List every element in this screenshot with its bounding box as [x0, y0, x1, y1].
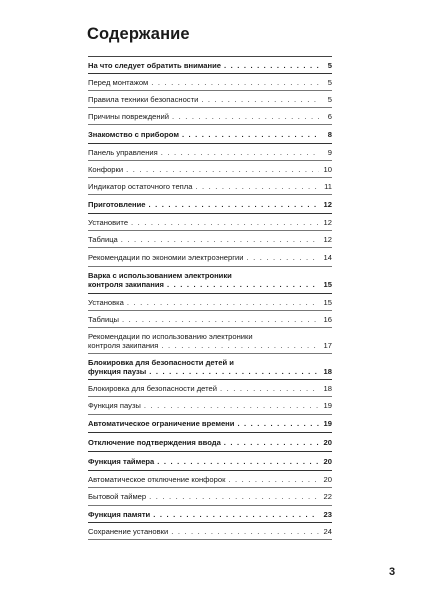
toc-entry-title: Функция памяти: [88, 509, 151, 519]
toc-entry-page: 18: [323, 383, 332, 393]
toc-entry-page: 20: [323, 474, 332, 484]
toc-entry: [88, 354, 332, 380]
dot-leader: [122, 315, 319, 324]
dot-leader: [151, 78, 319, 87]
toc-entry-title: Причины повреждений: [88, 111, 170, 121]
toc-entry: [88, 311, 332, 328]
toc-entry-page: 23: [323, 509, 332, 519]
toc-entry-page: 18: [323, 366, 332, 376]
toc-entry-page: 12: [323, 234, 332, 244]
dot-leader: [153, 510, 319, 519]
toc-entry: [88, 91, 332, 108]
toc-entry-title: Сохранение установки: [88, 526, 169, 536]
toc-entry: [88, 161, 332, 178]
dot-leader: [246, 253, 319, 262]
toc-entry-page: 11: [324, 181, 332, 191]
toc-entry-title: Таблицы: [88, 314, 120, 324]
dot-leader: [195, 182, 319, 191]
toc-entry-page: 5: [327, 94, 332, 104]
toc-entry-title: Автоматическое ограничение времени: [88, 419, 235, 428]
toc-entry: [88, 506, 332, 523]
toc-entry-title: Автоматическое отключение конфорок: [88, 474, 226, 484]
toc-entry-title: Правила техники безопасности: [88, 94, 199, 104]
toc-entry-title: Конфорки: [88, 164, 124, 174]
table-of-contents: [88, 56, 332, 540]
toc-entry: [88, 267, 332, 294]
toc-entry: [88, 415, 332, 433]
toc-entry: [88, 397, 332, 415]
dot-leader: [224, 61, 319, 70]
toc-entry-title: Установка: [88, 297, 124, 307]
toc-entry-title: Таблица: [88, 234, 118, 244]
toc-entry-page: 5: [327, 60, 332, 70]
toc-entry-title: контроля закипания: [88, 280, 164, 289]
dot-leader: [182, 130, 319, 139]
toc-entry: [88, 523, 332, 540]
toc-entry-title: Функция таймера: [88, 456, 155, 466]
toc-entry-page: 8: [327, 129, 332, 139]
dot-leader: [167, 280, 319, 289]
dot-leader: [127, 298, 319, 307]
toc-entry-page: 10: [323, 164, 332, 174]
toc-entry-page: 16: [323, 314, 332, 324]
toc-entry-page: 19: [323, 419, 332, 428]
toc-entry: [88, 248, 332, 267]
toc-entry: [88, 433, 332, 452]
dot-leader: [161, 341, 319, 350]
toc-entry: [88, 452, 332, 471]
toc-entry-page: 22: [323, 492, 332, 501]
toc-entry-title: Рекомендации по экономии электроэнергии: [88, 252, 244, 262]
toc-entry-title: Бытовой таймер: [88, 492, 147, 501]
toc-entry-title: Индикатор остаточного тепла: [88, 181, 193, 191]
dot-leader: [220, 384, 319, 393]
toc-entry-page: 24: [323, 526, 332, 536]
toc-entry-title-line: Блокировка для безопасности детей и: [88, 357, 234, 367]
toc-entry-page: 12: [323, 217, 332, 227]
toc-entry-page: 14: [323, 252, 332, 262]
dot-leader: [161, 148, 319, 157]
dot-leader: [237, 419, 319, 428]
dot-leader: [171, 527, 319, 536]
dot-leader: [131, 218, 319, 227]
dot-leader: [224, 438, 319, 447]
toc-entry-title: Установите: [88, 217, 129, 227]
dot-leader: [149, 367, 319, 376]
toc-entry-title: Знакомство с прибором: [88, 129, 179, 139]
dot-leader: [144, 401, 319, 410]
toc-entry-title: Панель управления: [88, 147, 158, 157]
toc-entry-page: 20: [323, 456, 332, 466]
toc-entry: [88, 108, 332, 125]
toc-entry-title: Блокировка для безопасности детей: [88, 383, 217, 393]
toc-entry-page: 6: [327, 111, 332, 121]
toc-entry-title: функция паузы: [88, 366, 147, 376]
toc-entry: [88, 56, 332, 74]
toc-entry: [88, 214, 332, 231]
dot-leader: [149, 200, 319, 209]
toc-entry: [88, 471, 332, 488]
toc-entry: [88, 294, 332, 311]
page-number: 3: [389, 566, 396, 578]
dot-leader: [172, 112, 319, 121]
toc-entry-page: 15: [323, 280, 332, 289]
toc-entry: [88, 231, 332, 248]
toc-entry-page: 17: [323, 340, 332, 350]
toc-entry-title: контроля закипания: [88, 340, 159, 350]
toc-entry: [88, 125, 332, 144]
toc-entry-title: Приготовление: [88, 199, 146, 209]
toc-entry: [88, 74, 332, 91]
dot-leader: [149, 492, 319, 501]
toc-entry-title: На что следует обратить внимание: [88, 60, 221, 70]
toc-entry: [88, 328, 332, 354]
toc-entry: [88, 178, 332, 195]
toc-entry-title: Функция паузы: [88, 401, 141, 410]
dot-leader: [121, 235, 319, 244]
toc-entry: [88, 380, 332, 397]
toc-entry: [88, 488, 332, 506]
toc-entry-title-line: Варка с использованием электроники: [88, 271, 232, 280]
toc-entry-page: 5: [327, 77, 332, 87]
toc-entry: [88, 144, 332, 161]
toc-entry-page: 9: [327, 147, 332, 157]
dot-leader: [126, 165, 319, 174]
toc-entry-title: Отключение подтверждения ввода: [88, 437, 221, 447]
toc-entry-page: 19: [323, 401, 332, 410]
toc-entry-page: 15: [323, 297, 332, 307]
dot-leader: [157, 457, 319, 466]
toc-entry-title-line: Рекомендации по использованию электроники: [88, 331, 253, 341]
dot-leader: [201, 95, 319, 104]
toc-entry: [88, 195, 332, 214]
toc-entry-page: 12: [323, 199, 332, 209]
page-title: Содержание: [87, 25, 190, 43]
dot-leader: [228, 475, 319, 484]
toc-entry-page: 20: [323, 437, 332, 447]
toc-entry-title: Перед монтажом: [88, 77, 149, 87]
